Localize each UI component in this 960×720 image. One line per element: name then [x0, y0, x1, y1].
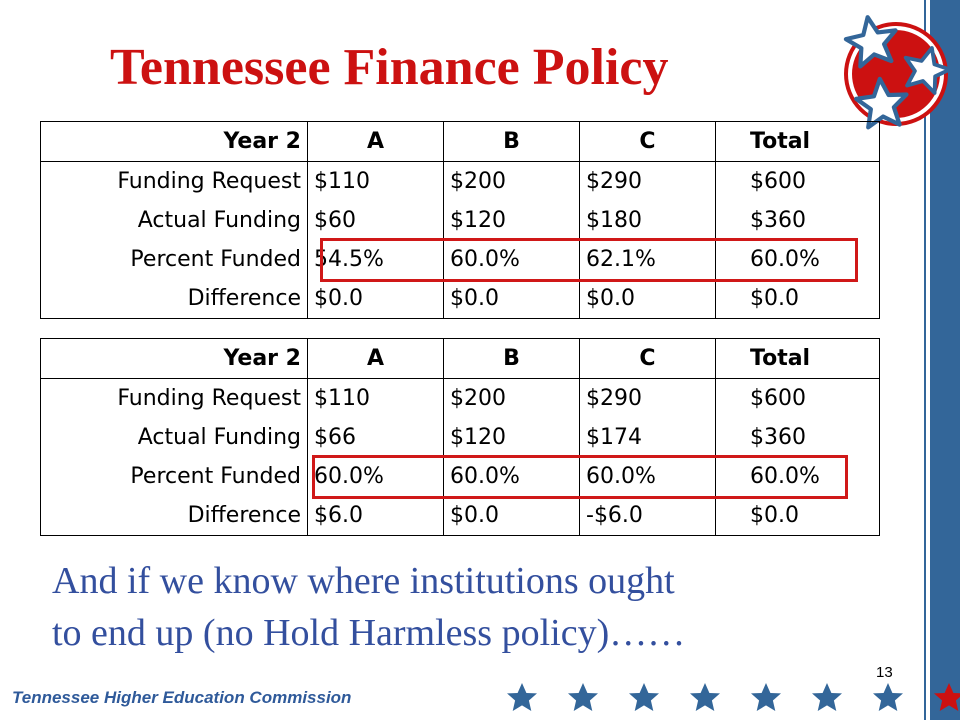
- star-icon: [872, 682, 904, 714]
- header-cell-total: Total: [716, 339, 880, 379]
- table-cell: 60.0%: [444, 240, 580, 279]
- table-cell: $174: [580, 418, 716, 457]
- table-cell: $360: [716, 201, 880, 240]
- table-cell: $60: [308, 201, 444, 240]
- row-label: Percent Funded: [41, 240, 308, 279]
- header-cell-year: Year 2: [41, 339, 308, 379]
- star-icon: [689, 682, 721, 714]
- table-cell: $110: [308, 162, 444, 202]
- row-label: Percent Funded: [41, 457, 308, 496]
- table-header-row: [41, 122, 880, 162]
- table-cell: $66: [308, 418, 444, 457]
- funding-table-adjusted: [40, 338, 880, 536]
- table-cell: 54.5%: [308, 240, 444, 279]
- table-cell: 60.0%: [580, 457, 716, 496]
- star-icon: [750, 682, 782, 714]
- slide-title: Tennessee Finance Policy: [110, 39, 669, 96]
- row-label: Funding Request: [41, 379, 308, 419]
- table-cell: 60.0%: [716, 240, 880, 279]
- tennessee-tri-star-icon: [838, 12, 950, 132]
- table-cell: $600: [716, 162, 880, 202]
- header-cell-b: B: [444, 122, 580, 162]
- header-cell-a: A: [308, 122, 444, 162]
- table-cell: $110: [308, 379, 444, 419]
- table-row: [41, 201, 880, 240]
- table-cell: $120: [444, 201, 580, 240]
- page-number: 13: [876, 664, 893, 681]
- table-cell: $290: [580, 162, 716, 202]
- header-cell-a: A: [308, 339, 444, 379]
- table-header-row: [41, 339, 880, 379]
- table-cell: 62.1%: [580, 240, 716, 279]
- table-cell: $0.0: [444, 496, 580, 536]
- row-label: Difference: [41, 496, 308, 536]
- table-row: [41, 496, 880, 536]
- footer-organization: Tennessee Higher Education Commission: [12, 688, 352, 707]
- table-cell: $290: [580, 379, 716, 419]
- table-cell: $200: [444, 379, 580, 419]
- table-cell: -$6.0: [580, 496, 716, 536]
- caption-line: And if we know where institutions ought: [52, 560, 675, 602]
- table-cell: $0.0: [716, 279, 880, 319]
- star-icon: [811, 682, 843, 714]
- star-icon: [506, 682, 538, 714]
- row-label: Actual Funding: [41, 201, 308, 240]
- star-icon: [628, 682, 660, 714]
- table-cell: $360: [716, 418, 880, 457]
- row-label: Difference: [41, 279, 308, 319]
- header-cell-b: B: [444, 339, 580, 379]
- percent-funded-highlight-box: [320, 238, 858, 282]
- table-cell: $600: [716, 379, 880, 419]
- star-icon: [567, 682, 599, 714]
- table-cell: $120: [444, 418, 580, 457]
- funding-table-current: [40, 121, 880, 319]
- table-row: [41, 379, 880, 419]
- table-cell: $0.0: [308, 279, 444, 319]
- table-cell: $0.0: [444, 279, 580, 319]
- slide-caption: [52, 555, 852, 659]
- table-cell: $200: [444, 162, 580, 202]
- row-label: Actual Funding: [41, 418, 308, 457]
- table-cell: $0.0: [716, 496, 880, 536]
- table-row: [41, 418, 880, 457]
- table-cell: 60.0%: [444, 457, 580, 496]
- caption-line: to end up (no Hold Harmless policy)……: [52, 612, 686, 654]
- row-label: Funding Request: [41, 162, 308, 202]
- table-cell: $0.0: [580, 279, 716, 319]
- header-cell-c: C: [580, 339, 716, 379]
- table-cell: $6.0: [308, 496, 444, 536]
- table-row: [41, 279, 880, 319]
- star-icon: [933, 682, 960, 714]
- table-cell: 60.0%: [308, 457, 444, 496]
- header-cell-total: Total: [716, 122, 880, 162]
- header-cell-c: C: [580, 122, 716, 162]
- table-cell: $180: [580, 201, 716, 240]
- percent-funded-highlight-box: [312, 455, 848, 499]
- header-cell-year: Year 2: [41, 122, 308, 162]
- table-cell: 60.0%: [716, 457, 880, 496]
- table-row: [41, 162, 880, 202]
